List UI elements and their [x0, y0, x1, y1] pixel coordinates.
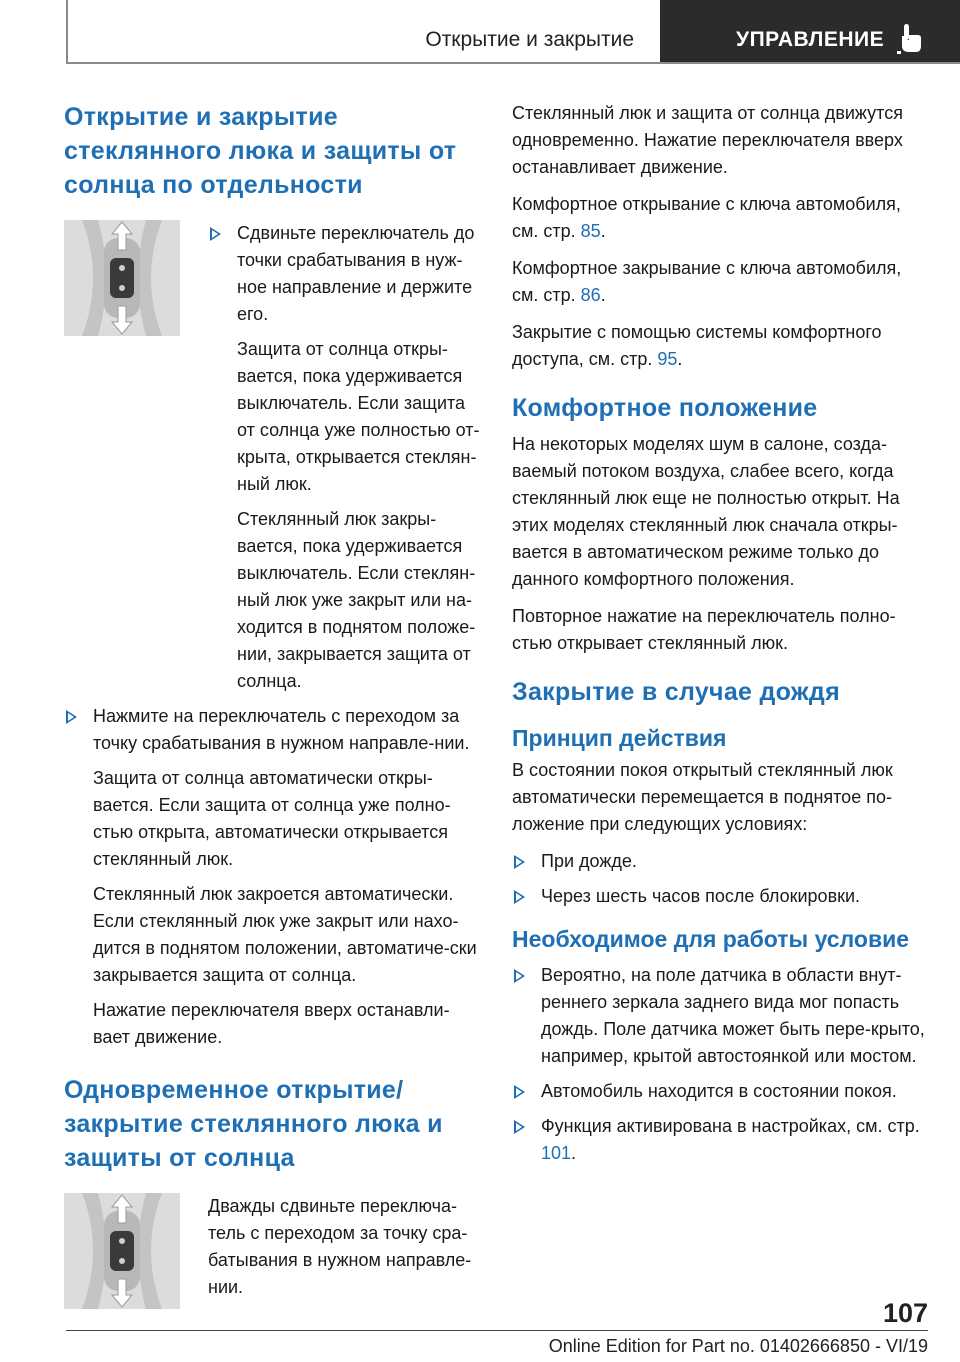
page-link-101[interactable]: 101: [541, 1143, 572, 1163]
heading-comfort: Комфортное положение: [512, 394, 818, 422]
triangle-bullet-icon: [66, 710, 77, 724]
section-label: УПРАВЛЕНИЕ: [736, 28, 885, 51]
list-item: [208, 220, 480, 695]
footer-rule: [66, 1330, 928, 1331]
triangle-bullet-icon: [514, 855, 525, 869]
instruction-text: Нажатие переключателя вверх останавли-вает движение.: [93, 1000, 450, 1047]
instruction-text: Нажмите на переключатель с переходом за точку срабатывания в нужном направле-нии.: [93, 706, 470, 753]
heading-simultaneous: Одновременное открытие/ закрытие стеклянного люка и защиты от солнца: [64, 1076, 443, 1172]
header-divider: [66, 0, 68, 64]
right-column: [512, 100, 930, 1175]
page-link-85[interactable]: 85: [580, 221, 601, 241]
triangle-bullet-icon: [514, 969, 525, 983]
paragraph: Комфортное открывание с ключа автомобиля, см. стр. 85.: [512, 194, 901, 241]
list-text: Функция активирована в настройках, см. стр. 101.: [541, 1116, 920, 1163]
instruction-text: Дважды сдвиньте переключа-тель с переходом за точку сра-батывания в нужном направле-нии.: [208, 1196, 472, 1297]
section-tab[interactable]: [660, 0, 960, 62]
requirement-list: [512, 962, 930, 1167]
instruction-text: Стеклянный люк закры-вается, пока удерживается выключатель. Если стеклян-ный люк уже закрыт или на-ходится в поднятом положе-нии, закрывается защита от солнца.: [237, 509, 476, 691]
paragraph: Закрытие с помощью системы комфортного доступа, см. стр. 95.: [512, 322, 882, 369]
paragraph: Комфортное закрывание с ключа автомобиля, см. стр. 86.: [512, 258, 902, 305]
list-text: Через шесть часов после блокировки.: [541, 886, 861, 906]
switch-figure-block-2: [64, 1193, 480, 1311]
instruction-text: Стеклянный люк закроется автоматически. Если стеклянный люк уже закрыт или нахо-дится в поднятом положении, автоматиче-ски закрывается защита от солнца.: [93, 884, 477, 985]
paragraph: Стеклянный люк и защита от солнца движутся одновременно. Нажатие переключателя вверх останавливает движение.: [512, 103, 903, 177]
list-item: [512, 848, 930, 875]
page-link-95[interactable]: 95: [657, 349, 678, 369]
header-rule: [66, 62, 960, 64]
triangle-bullet-icon: [514, 890, 525, 904]
list-item: [512, 883, 930, 910]
heading-rain: Закрытие в случае дождя: [512, 678, 840, 706]
left-column: [64, 100, 480, 1311]
switch-illustration: [64, 1193, 180, 1309]
triangle-bullet-icon: [514, 1085, 525, 1099]
paragraph: На некоторых моделях шум в салоне, созда-ваемый потоком воздуха, слабее всего, когда стеклянный люк еще не полностью открыт. На этих моделях стеклянный люк сначала откры-вается в автоматическом режиме только до данного комфортного положения.: [512, 434, 900, 589]
switch-instructions: [208, 220, 480, 695]
page-link-86[interactable]: 86: [580, 285, 601, 305]
list-item: [512, 962, 930, 1070]
instruction-text: Защита от солнца откры-вается, пока удерживается выключатель. Если защита от солнца уже полностью от-крыта, открывается стеклян-ный люк.: [237, 339, 480, 494]
paragraph-text: Комфортное закрывание с ключа автомобиля, см. стр.: [512, 258, 902, 305]
instruction-text: Защита от солнца автоматически откры-вается. Если защита от солнца уже полно-стью открыта, автоматически открывается стеклянный люк.: [93, 768, 451, 869]
triangle-bullet-icon: [210, 227, 221, 241]
list-text: При дожде.: [541, 851, 637, 871]
instruction-text: Сдвиньте переключатель до точки срабатывания в нуж-ное направление и держите его.: [237, 223, 475, 324]
list-item: [512, 1113, 930, 1167]
list-text: Автомобиль находится в состоянии покоя.: [541, 1081, 897, 1101]
rain-conditions: [512, 848, 930, 910]
paragraph: В состоянии покоя открытый стеклянный люк автоматически перемещается в поднятое по-ложение при следующих условиях:: [512, 760, 893, 834]
paragraph: Повторное нажатие на переключатель полно-стью открывает стеклянный люк.: [512, 606, 896, 653]
switch-figure-block: [64, 220, 480, 703]
edition-note: Online Edition for Part no. 01402666850 - VI/19: [548, 1336, 928, 1356]
triangle-bullet-icon: [514, 1120, 525, 1134]
auto-instructions: [64, 703, 480, 1051]
heading-separate: Открытие и закрытие стеклянного люка и защиты от солнца по отдельности: [64, 103, 457, 199]
list-item: [512, 1078, 930, 1105]
list-text: Вероятно, на поле датчика в области внут-реннего зеркала заднего вида мог попасть дождь. Поле датчика может быть пере-крыто, например, крытой автостоянкой или мостом.: [541, 965, 925, 1066]
paragraph-text: Закрытие с помощью системы комфортного доступа, см. стр.: [512, 322, 882, 369]
chapter-title: Открытие и закрытие: [425, 28, 634, 51]
list-item: [64, 703, 480, 1051]
heading-principle: Принцип действия: [512, 725, 727, 751]
list-text-body: Функция активирована в настройках, см. стр.: [541, 1116, 920, 1136]
hand-pointer-icon: [896, 22, 924, 54]
page-number: 107: [882, 1298, 928, 1328]
paragraph-text: Комфортное открывание с ключа автомобиля, см. стр.: [512, 194, 901, 241]
heading-requirement: Необходимое для работы условие: [512, 926, 910, 952]
switch-illustration: [64, 220, 180, 336]
